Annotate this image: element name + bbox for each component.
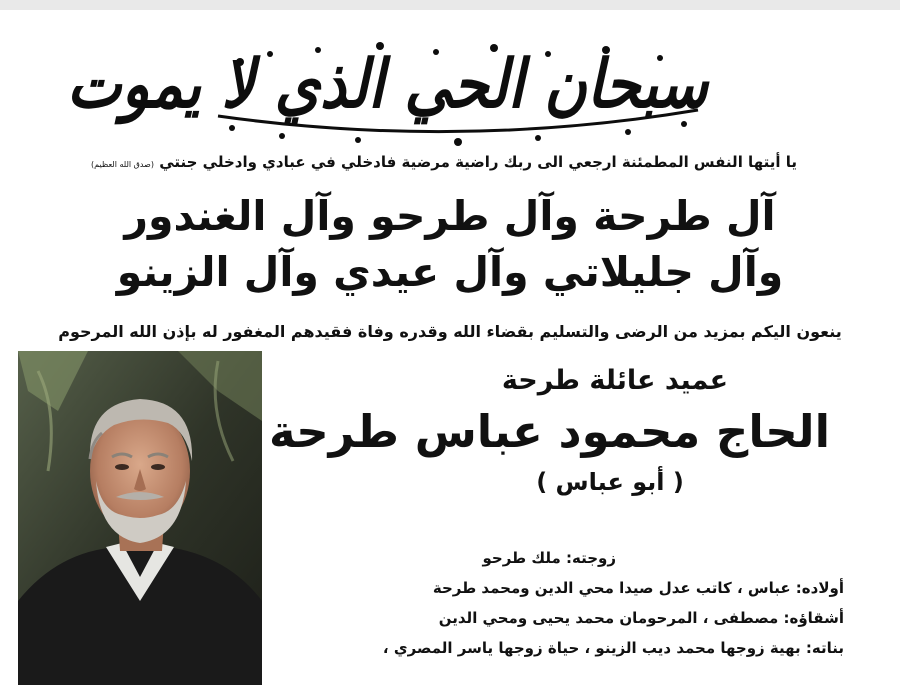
announcement-text: ينعون اليكم بمزيد من الرضى والتسليم بقضاء الله وقدره وفاة فقيدهم المغفور له بإذن الله المرحوم [58, 322, 842, 341]
verse-text: يا أيتها النفس المطمئنة ارجعي الى ربك راضية مرضية فادخلي في عبادي وادخلي جنتي [159, 153, 797, 171]
relatives-daughters: بناته: بهية زوجها محمد ديب الزينو ، حياة زوجها ياسر المصري ، [382, 639, 844, 657]
relatives-brothers: أشقاؤه: مصطفى ، المرحومان محمد يحيى ومحي الدين [438, 609, 844, 627]
deceased-kunya: ( أبو عباس ) [536, 468, 684, 496]
top-strip [0, 0, 900, 10]
relatives-wife: زوجته: ملك طرحو [482, 549, 616, 567]
calligraphy-text: سبحان الحي الذي لا يموت [66, 44, 708, 124]
deceased-photo [18, 351, 262, 685]
relatives-sons: أولاده: عباس ، كاتب عدل صيدا محي الدين ومحمد طرحة [432, 579, 844, 597]
families-line-2: وآل جليلاتي وآل عيدي وآل الزينو [116, 248, 784, 296]
deceased-rank: عميد عائلة طرحة [501, 365, 729, 396]
deceased-name: الحاج محمود عباس طرحة [268, 405, 830, 458]
families-block [8, 188, 892, 300]
relatives-list [254, 543, 844, 663]
families-line-1: آل طرحة وآل طرحو وآل الغندور [124, 192, 776, 240]
obituary-page [8, 10, 892, 691]
quran-verse [14, 153, 874, 171]
deceased-title-block [270, 362, 830, 500]
header-calligraphy [66, 32, 708, 150]
verse-reference: (صدق الله العظيم) [91, 160, 154, 169]
